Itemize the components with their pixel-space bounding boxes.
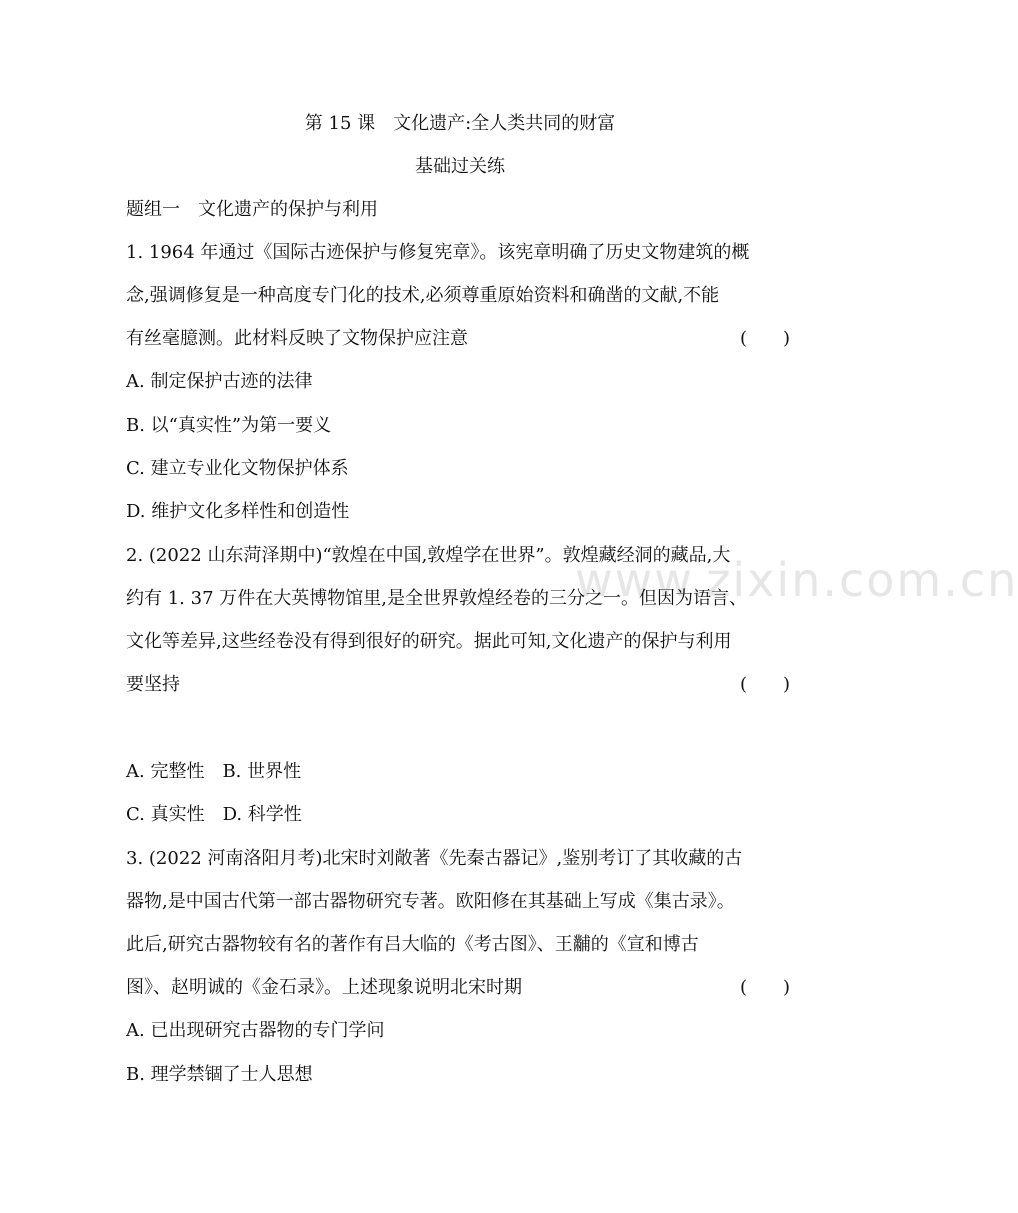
q2-stem-line: 文化等差异,这些经卷没有得到很好的研究。据此可知,文化遗产的保护与利用: [126, 631, 732, 652]
q2-stem-line: 要坚持: [126, 674, 180, 695]
q1-answer-blank: ( ): [740, 328, 791, 349]
q3-answer-blank: ( ): [740, 977, 791, 998]
q2-answer-blank: ( ): [740, 674, 791, 695]
q1-option-d: D. 维护文化多样性和创造性: [126, 501, 350, 522]
q3-stem-line: 器物,是中国古代第一部古器物研究专著。欧阳修在其基础上写成《集古录》。: [126, 891, 735, 912]
q1-option-c: C. 建立专业化文物保护体系: [126, 458, 349, 479]
q2-options-ab: A. 完整性 B. 世界性: [126, 761, 302, 782]
q2-options-cd: C. 真实性 D. 科学性: [126, 804, 302, 825]
q3-stem-line: 3. (2022 河南洛阳月考)北宋时刘敞著《先秦古器记》,鉴别考订了其收藏的古: [126, 848, 743, 869]
q1-option-b: B. 以“真实性”为第一要义: [126, 415, 332, 436]
watermark: www.zixin.com.cn: [575, 553, 1018, 607]
q3-option-b: B. 理学禁锢了士人思想: [126, 1064, 313, 1085]
subtitle: 基础过关练: [415, 156, 505, 177]
section-heading: 题组一 文化遗产的保护与利用: [126, 199, 378, 220]
lesson-title: 第 15 课 文化遗产:全人类共同的财富: [304, 113, 616, 134]
q1-option-a: A. 制定保护古迹的法律: [126, 371, 313, 392]
q3-stem-line: 此后,研究古器物较有名的著作有吕大临的《考古图》、王黼的《宣和博古: [126, 934, 699, 955]
q2-stem-line: 2. (2022 山东菏泽期中)“敦煌在中国,敦煌学在世界”。敦煌藏经洞的藏品,大: [126, 545, 731, 566]
q2-stem-line: 约有 1. 37 万件在大英博物馆里,是全世界敦煌经卷的三分之一。但因为语言、: [126, 588, 747, 609]
q3-stem-line: 图》、赵明诚的《金石录》。上述现象说明北宋时期: [126, 977, 522, 998]
q1-stem-line: 有丝毫臆测。此材料反映了文物保护应注意: [126, 328, 468, 349]
q3-option-a: A. 已出现研究古器物的专门学问: [126, 1020, 385, 1041]
q1-stem-line: 念,强调修复是一种高度专门化的技术,必须尊重原始资料和确凿的文献,不能: [126, 285, 720, 306]
q1-stem-line: 1. 1964 年通过《国际古迹保护与修复宪章》。该宪章明确了历史文物建筑的概: [126, 242, 750, 263]
